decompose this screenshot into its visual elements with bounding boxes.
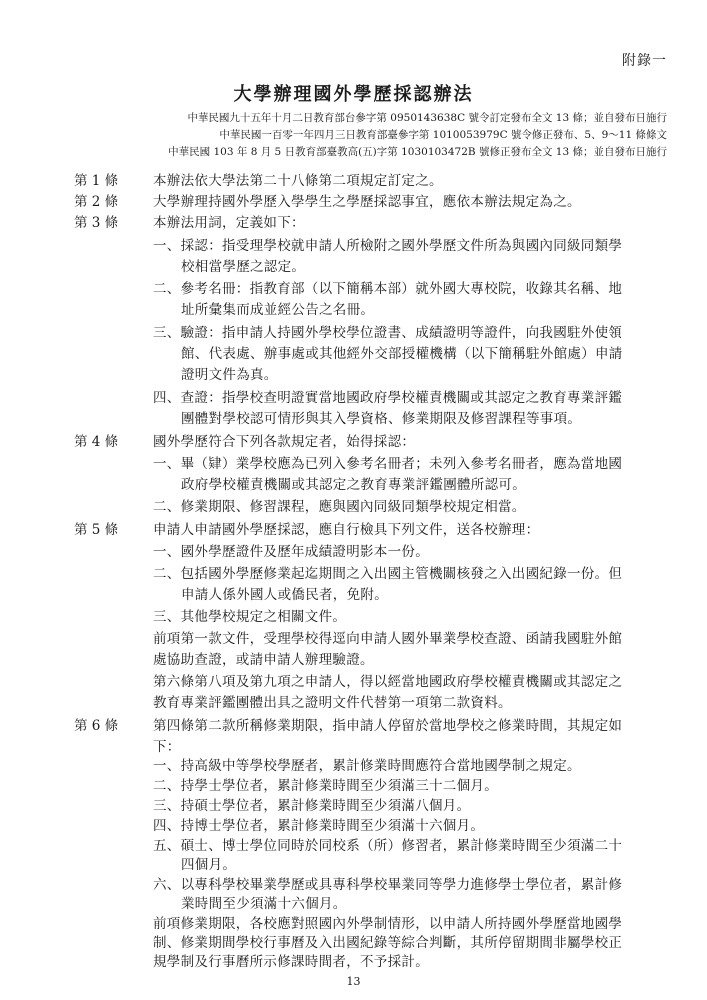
article-4-label: 第 4 條 — [74, 434, 119, 450]
article-6-item-5-cont: 四個月。 — [181, 857, 237, 873]
article-6-para: 前項修業期限，各校應對照國內外學制情形，以申請人所持國外學歷當地國學 — [153, 916, 623, 932]
article-5-item-1: 一、國外學歷證件及歷年成績證明影本一份。 — [153, 544, 429, 560]
article-4-text: 國外學歷符合下列各款規定者，始得採認： — [153, 434, 416, 450]
article-5-label: 第 5 條 — [74, 522, 119, 538]
article-5-item-3: 三、其他學校規定之相關文件。 — [153, 609, 347, 625]
article-5-para-1-cont: 處協助查證，或請申請人辦理驗證。 — [153, 652, 374, 668]
article-3-item-3: 三、驗證：指申請人持國外學校學位證書、成績證明等證件，向我國駐外使領 — [153, 325, 623, 341]
article-6-item-4: 四、持博士學位者，累計修業時間至少須滿十六個月。 — [153, 818, 485, 834]
article-3-item-1: 一、採認：指受理學校就申請人所檢附之國外學歷文件所為與國內同級同類學 — [153, 238, 623, 254]
document-title: 大學辦理國外學歷採認辦法 — [233, 84, 474, 105]
article-4-item-2: 二、修業期限、修習課程，應與國內同級同類學校規定相當。 — [153, 499, 526, 515]
article-6-item-6-cont: 業時間至少須滿十六個月。 — [181, 896, 347, 912]
article-3-item-4-cont: 團體對學校認可情形與其入學資格、修業期限及修習課程等事項。 — [181, 411, 582, 427]
article-3-label: 第 3 條 — [74, 215, 119, 231]
article-6-text-cont: 下： — [153, 739, 181, 755]
article-3-item-2-cont: 址所彙集而成並經公告之名冊。 — [181, 302, 375, 318]
article-1-text: 本辦法依大學法第二十八條第二項規定訂定之。 — [153, 173, 443, 189]
history-line-3: 中華民國 103 年 8 月 5 日教育部臺教高(五)字第 1030103472B 號修正發布全文 13 條；並自發布日施行 — [168, 146, 667, 158]
page-number: 13 — [346, 975, 361, 988]
article-5-para-1: 前項第一款文件，受理學校得逕向申請人國外畢業學校查證、函請我國駐外館 — [153, 631, 623, 647]
article-6-item-5: 五、碩士、博士學位同時於同校系（所）修習者，累計修業時間至少須滿二十 — [153, 838, 623, 854]
history-line-1: 中華民國九十五年十月二日教育部台參字第 0950143638C 號令訂定發布全文 13 條；並自發布日施行 — [187, 112, 667, 124]
article-6-item-2: 二、持學士學位者，累計修業時間至少須滿三十二個月。 — [153, 778, 498, 794]
article-3-text: 本辦法用詞，定義如下： — [153, 215, 305, 231]
article-3-item-3-cont: 館、代表處、辦事處或其他經外交部授權機構（以下簡稱駐外館處）申請 — [181, 346, 623, 362]
article-2-label: 第 2 條 — [74, 194, 119, 210]
article-3-item-2: 二、參考名冊：指教育部（以下簡稱本部）就外國大專校院，收錄其名稱、地 — [153, 281, 623, 297]
article-6-text: 第四條第二款所稱修業期限，指申請人停留於當地學校之修業時間，其規定如 — [153, 718, 623, 734]
article-4-item-1: 一、畢（肄）業學校應為已列入參考名冊者；未列入參考名冊者，應為當地國 — [153, 456, 623, 472]
article-5-para-2: 第六條第八項及第九項之申請人，得以經當地國政府學校權責機關或其認定之 — [153, 674, 623, 690]
article-3-item-3-cont2: 證明文件為真。 — [181, 367, 278, 383]
article-5-text: 申請人申請國外學歷採認，應自行檢具下列文件，送各校辦理： — [153, 522, 540, 538]
appendix-label: 附錄一 — [622, 53, 667, 69]
history-line-2: 中華民國一百零一年四月三日教育部臺參字第 1010053979C 號令修正發布、5、9～11 條條文 — [219, 129, 667, 141]
article-1-label: 第 1 條 — [74, 173, 119, 189]
article-6-label: 第 6 條 — [74, 718, 119, 734]
article-6-para-cont: 制、修業期間學校行事曆及入出國紀錄等綜合判斷，其所停留期間非屬學校正 — [153, 935, 623, 951]
article-6-item-6: 六、以專科學校畢業學歷或具專科學校畢業同等學力進修學士學位者，累計修 — [153, 877, 623, 893]
article-4-item-1-cont: 政府學校權責機關或其認定之教育專業評鑑團體所認可。 — [181, 477, 526, 493]
article-5-item-2: 二、包括國外學歷修業起迄期間之入出國主管機關核發之入出國紀錄一份。但 — [153, 566, 623, 582]
article-6-para-cont2: 規學制及行事曆所示修課時間者，不予採計。 — [153, 954, 429, 970]
article-5-item-2-cont: 申請人係外國人或僑民者，免附。 — [181, 587, 388, 603]
article-3-item-4: 四、查證：指學校查明證實當地國政府學校權責機關或其認定之教育專業評鑑 — [153, 390, 623, 406]
article-5-para-2-cont: 教育專業評鑑團體出具之證明文件代替第一項第二款資料。 — [153, 695, 512, 711]
article-6-item-1: 一、持高級中等學校學歷者，累計修業時間應符合當地國學制之規定。 — [153, 758, 581, 774]
article-2-text: 大學辦理持國外學歷入學學生之學歷採認事宜，應依本辦法規定為之。 — [153, 194, 581, 210]
article-6-item-3: 三、持碩士學位者，累計修業時間至少須滿八個月。 — [153, 798, 471, 814]
article-3-item-1-cont: 校相當學歷之認定。 — [181, 259, 306, 275]
